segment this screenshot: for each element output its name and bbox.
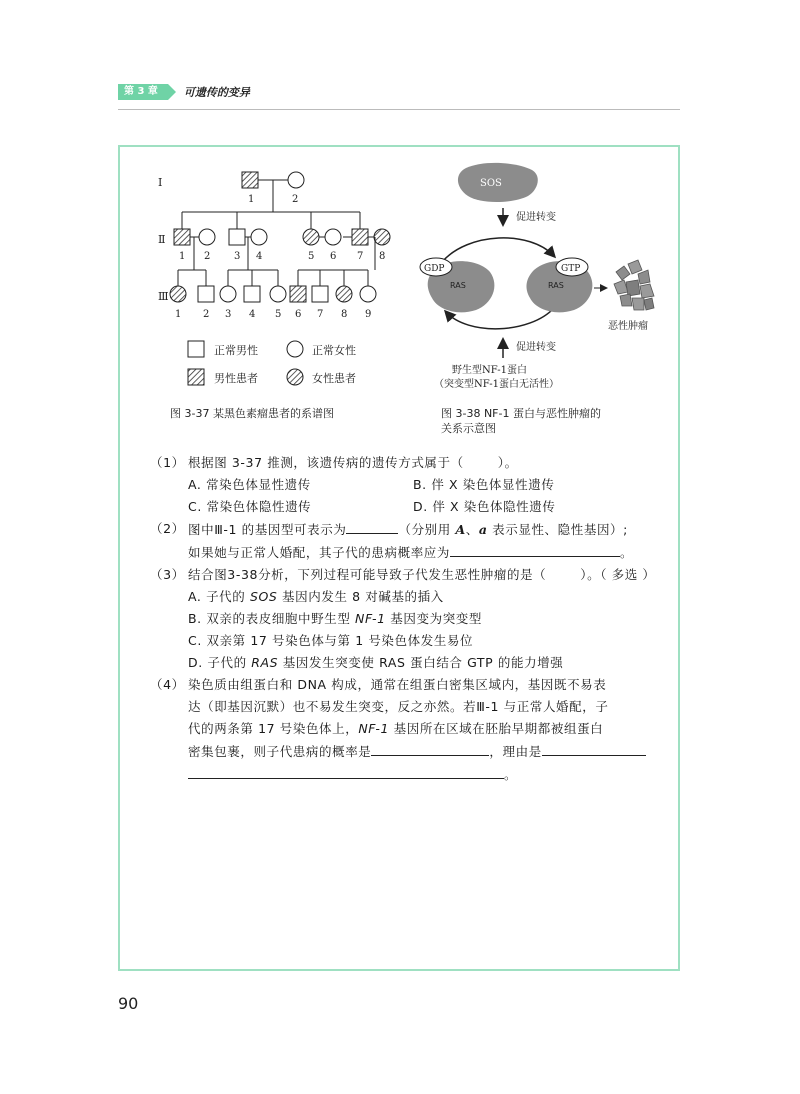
pedigree-III1-affected-female (170, 286, 186, 302)
nf1-diagram (420, 163, 654, 390)
question-2-note-start: （分别用 (398, 522, 456, 537)
sos-label: SOS (480, 178, 502, 189)
q4-line4-prefix: 密集包裹，则子代患病的概率是 (188, 744, 372, 759)
q3-a-suffix: 基因内发生 8 对碱基的插入 (277, 589, 444, 604)
question-2-note-end: 表示显性、隐性基因）; (487, 522, 628, 537)
question-4-line2: 达（即基因沉默）也不易发生突变，反之亦然。若Ⅲ-1 与正常人婚配，子 (188, 699, 609, 714)
pedigree-III3-normal-female (220, 286, 236, 302)
chapter-tag: 第 3 章 (118, 84, 168, 100)
pedigree-II2-normal-female (199, 229, 215, 245)
pedigree-I1-number: 1 (248, 194, 255, 205)
q3-d-prefix: D. 子代的 (188, 655, 252, 670)
q3-a-prefix: A. 子代的 (188, 589, 250, 604)
pedigree-III4-normal-male (244, 286, 260, 302)
page-number: 90 (118, 994, 139, 1013)
generation-label-2: Ⅱ (158, 233, 166, 246)
question-3 (150, 564, 660, 586)
figure-38-caption-line2: 关系示意图 (441, 422, 496, 435)
q4-line5-end: 。 (504, 767, 518, 782)
pedigree-II1-affected-male (174, 229, 190, 245)
question-3-option-a (150, 586, 660, 608)
question-1-option-c: C. 常染色体隐性遗传 (188, 499, 312, 514)
promote-label-bottom: 促进转变 (516, 342, 556, 353)
question-1-option-d: D. 伴 X 染色体隐性遗传 (413, 499, 556, 514)
allele-separator: 、 (465, 522, 479, 537)
pedigree-II5-number: 5 (308, 251, 315, 262)
pedigree-III2-normal-male (198, 286, 214, 302)
question-2-line2-end: 。 (620, 545, 634, 560)
gene-nf1: NF-1 (355, 611, 386, 626)
pedigree-III4-number: 4 (249, 309, 256, 320)
question-3-option-b (150, 608, 660, 630)
generation-label-1: Ⅰ (158, 176, 163, 189)
q4-line3-suffix: 基因所在区域在胚胎早期都被组蛋白 (389, 721, 604, 736)
question-1-option-b: B. 伴 X 染色体显性遗传 (413, 477, 555, 492)
question-1-number: （1） (150, 455, 185, 470)
pedigree-III5-normal-female (270, 286, 286, 302)
pedigree-II7-affected-male (352, 229, 368, 245)
promote-label-top: 促进转变 (516, 212, 556, 223)
question-1-stem: 根据图 3-37 推测，该遗传病的遗传方式属于（ (188, 455, 464, 470)
question-2 (150, 518, 660, 541)
pedigree-II3-normal-male (229, 229, 245, 245)
pedigree-II1-number: 1 (179, 251, 186, 262)
pedigree-II3-number: 3 (234, 251, 241, 262)
q3-b-prefix: B. 双亲的表皮细胞中野生型 (188, 611, 355, 626)
generation-label-3: Ⅲ (158, 290, 169, 303)
question-3-stem-end: ）。（ 多选 ） (580, 567, 656, 582)
pedigree-III7-normal-male (312, 286, 328, 302)
pedigree-II6-normal-female (325, 229, 341, 245)
question-4-line3 (150, 718, 660, 740)
question-2-line2: 如果她与正常人婚配，其子代的患病概率应为 (188, 545, 451, 560)
pedigree-I2-number: 2 (292, 194, 299, 205)
question-4-reason-blank-2[interactable] (188, 763, 504, 779)
pedigree-I1-affected-male (242, 172, 258, 188)
question-4-reason-blank-1[interactable] (542, 740, 646, 756)
q3-b-suffix: 基因变为突变型 (385, 611, 483, 626)
pedigree-III3-number: 3 (225, 309, 232, 320)
question-4-line1: 染色质由组蛋白和 DNA 构成，通常在组蛋白密集区域内，基因既不易表 (188, 677, 607, 692)
question-3-option-c: C. 双亲第 17 号染色体与第 1 号染色体发生易位 (188, 633, 474, 648)
gtp-label: GTP (561, 264, 581, 274)
pedigree-III8-affected-female (336, 286, 352, 302)
pedigree-III2-number: 2 (203, 309, 210, 320)
legend-normal-male-label: 正常男性 (214, 344, 258, 357)
ras-left-label: RAS (450, 281, 466, 290)
gene-ras: RAS (251, 655, 279, 670)
figure-37-caption: 图 3-37 某黑色素瘤患者的系谱图 (170, 407, 334, 420)
legend-affected-male-label: 男性患者 (214, 372, 258, 385)
pedigree-III8-number: 8 (341, 309, 348, 320)
question-1 (150, 452, 660, 474)
pedigree-II8-affected-female (374, 229, 390, 245)
pedigree-II7-number: 7 (357, 251, 364, 262)
pedigree-III9-number: 9 (365, 309, 372, 320)
gene-sos: SOS (249, 589, 278, 604)
pedigree-II5-affected-female (303, 229, 319, 245)
q4-line4-reason: ，理由是 (489, 744, 542, 759)
pedigree-II4-normal-female (251, 229, 267, 245)
pedigree-II6-number: 6 (330, 251, 337, 262)
question-2-stem: 图中Ⅲ-1 的基因型可表示为 (188, 522, 347, 537)
pedigree-legend (188, 341, 356, 385)
cycle-arrow-top (442, 238, 554, 262)
pedigree-II8-number: 8 (379, 251, 386, 262)
question-4-probability-blank[interactable] (371, 740, 489, 756)
chapter-header (118, 84, 588, 100)
questions-section (150, 452, 660, 786)
legend-affected-male-symbol (188, 369, 204, 385)
pedigree-II4-number: 4 (256, 251, 263, 262)
pedigree-III1-number: 1 (175, 309, 182, 320)
pedigree-III6-affected-male (290, 286, 306, 302)
legend-normal-male-symbol (188, 341, 204, 357)
chapter-title: 可遗传的变异 (183, 86, 250, 99)
question-1-stem-end: ）。 (497, 455, 518, 470)
question-2-genotype-blank[interactable] (346, 518, 398, 534)
gene-nf1-q4: NF-1 (358, 721, 390, 736)
gdp-label: GDP (424, 264, 445, 274)
q4-line3-prefix: 代的两条第 17 号染色体上， (188, 721, 359, 736)
pedigree-I2-normal-female (288, 172, 304, 188)
nf1-mutant-label: （突变型NF-1蛋白无活性） (434, 379, 559, 390)
pedigree-III9-normal-female (360, 286, 376, 302)
legend-normal-female-symbol (287, 341, 303, 357)
question-3-option-d (150, 652, 660, 674)
pedigree-III7-number: 7 (317, 309, 324, 320)
allele-recessive: a (478, 522, 488, 537)
pedigree-III6-number: 6 (295, 309, 302, 320)
question-1-option-a: A. 常染色体显性遗传 (188, 477, 311, 492)
question-4-number: （4） (150, 677, 185, 692)
question-3-number: （3） (150, 567, 185, 582)
tumor-cluster-icon (614, 260, 654, 310)
allele-dominant: A (455, 522, 466, 537)
legend-affected-female-label: 女性患者 (312, 372, 356, 385)
legend-affected-female-symbol (287, 369, 303, 385)
question-2-number: （2） (150, 521, 185, 536)
question-4-line4 (150, 740, 660, 763)
pedigree-III5-number: 5 (275, 309, 282, 320)
legend-normal-female-label: 正常女性 (312, 344, 356, 357)
pedigree-chart (158, 172, 390, 385)
question-4-line5 (150, 763, 660, 786)
pedigree-II2-number: 2 (204, 251, 211, 262)
nf1-wildtype-label: 野生型NF-1蛋白 (452, 365, 527, 376)
header-divider (118, 109, 680, 110)
question-3-stem: 结合图3-38分析，下列过程可能导致子代发生恶性肿瘤的是（ (188, 567, 547, 582)
question-4 (150, 674, 660, 696)
ras-right-label: RAS (548, 281, 564, 290)
question-2-probability-blank[interactable] (450, 541, 620, 557)
tumor-label: 恶性肿瘤 (608, 321, 648, 332)
q3-d-suffix: 基因发生突变使 RAS 蛋白结合 GTP 的能力增强 (278, 655, 564, 670)
figure-38-caption-line1: 图 3-38 NF-1 蛋白与恶性肿瘤的 (441, 407, 601, 420)
